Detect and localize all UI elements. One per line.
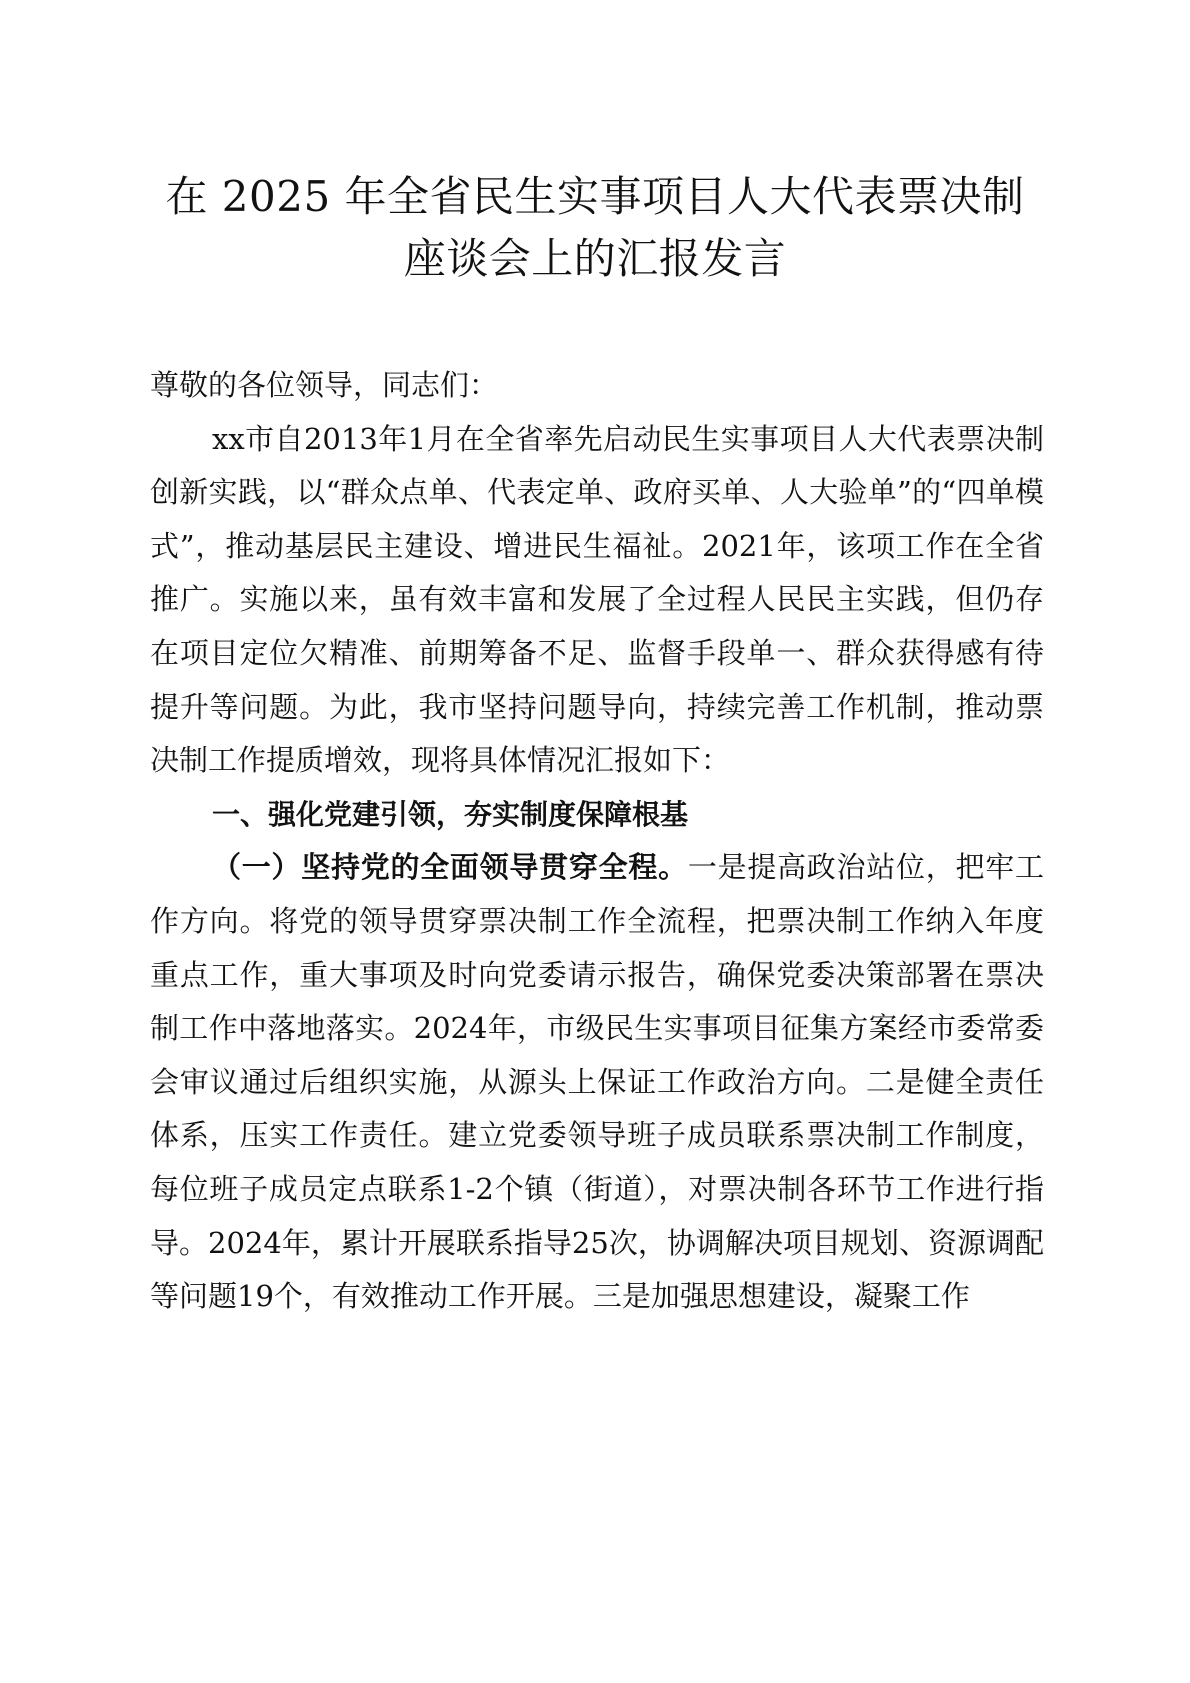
subsection-1-paragraph <box>150 841 1044 1323</box>
subsection-1-body: 一是提高政治站位，把牢工作方向。将党的领导贯穿票决制工作全流程，把票决制工作纳入年度重点工作，重大事项及时向党委请示报告，确保党委决策部署在票决制工作中落地落实。2024年，市级民生实事项目征集方案经市委常委会审议通过后组织实施，从源头上保证工作政治方向。二是健全责任体系，压实工作责任。建立党委领导班子成员联系票决制工作制度，每位班子成员定点联系1-2个镇（街道），对票决制各环节工作进行指导。2024年，累计开展联系指导25次，协调解决项目规划、资源调配等问题19个，有效推动工作开展。三是加强思想建设，凝聚工作 <box>150 850 1044 1314</box>
section-1-heading: 一、强化党建引领，夯实制度保障根基 <box>212 797 689 831</box>
intro-paragraph: xx市自2013年1月在全省率先启动民生实事项目人大代表票决制创新实践，以“群众点单、代表定单、政府买单、人大验单”的“四单模式”，推动基层民主建设、增进民生福祉。2021年，该项工作在全省推广。实施以来，虽有效丰富和发展了全过程人民民主实践，但仍存在项目定位欠精准、前期筹备不足、监督手段单一、群众获得感有待提升等问题。为此，我市坚持问题导向，持续完善工作机制，推动票决制工作提质增效，现将具体情况汇报如下： <box>150 421 1044 778</box>
title-line-2: 座谈会上的汇报发言 <box>403 234 787 283</box>
document-title <box>150 166 1040 290</box>
document-body <box>150 359 1044 1324</box>
salutation: 尊敬的各位领导，同志们： <box>150 368 499 402</box>
title-line-1: 在 2025 年全省民生实事项目人大代表票决制 <box>165 172 1025 221</box>
subsection-1-heading: （一）坚持党的全面领导贯穿全程。 <box>212 850 688 885</box>
